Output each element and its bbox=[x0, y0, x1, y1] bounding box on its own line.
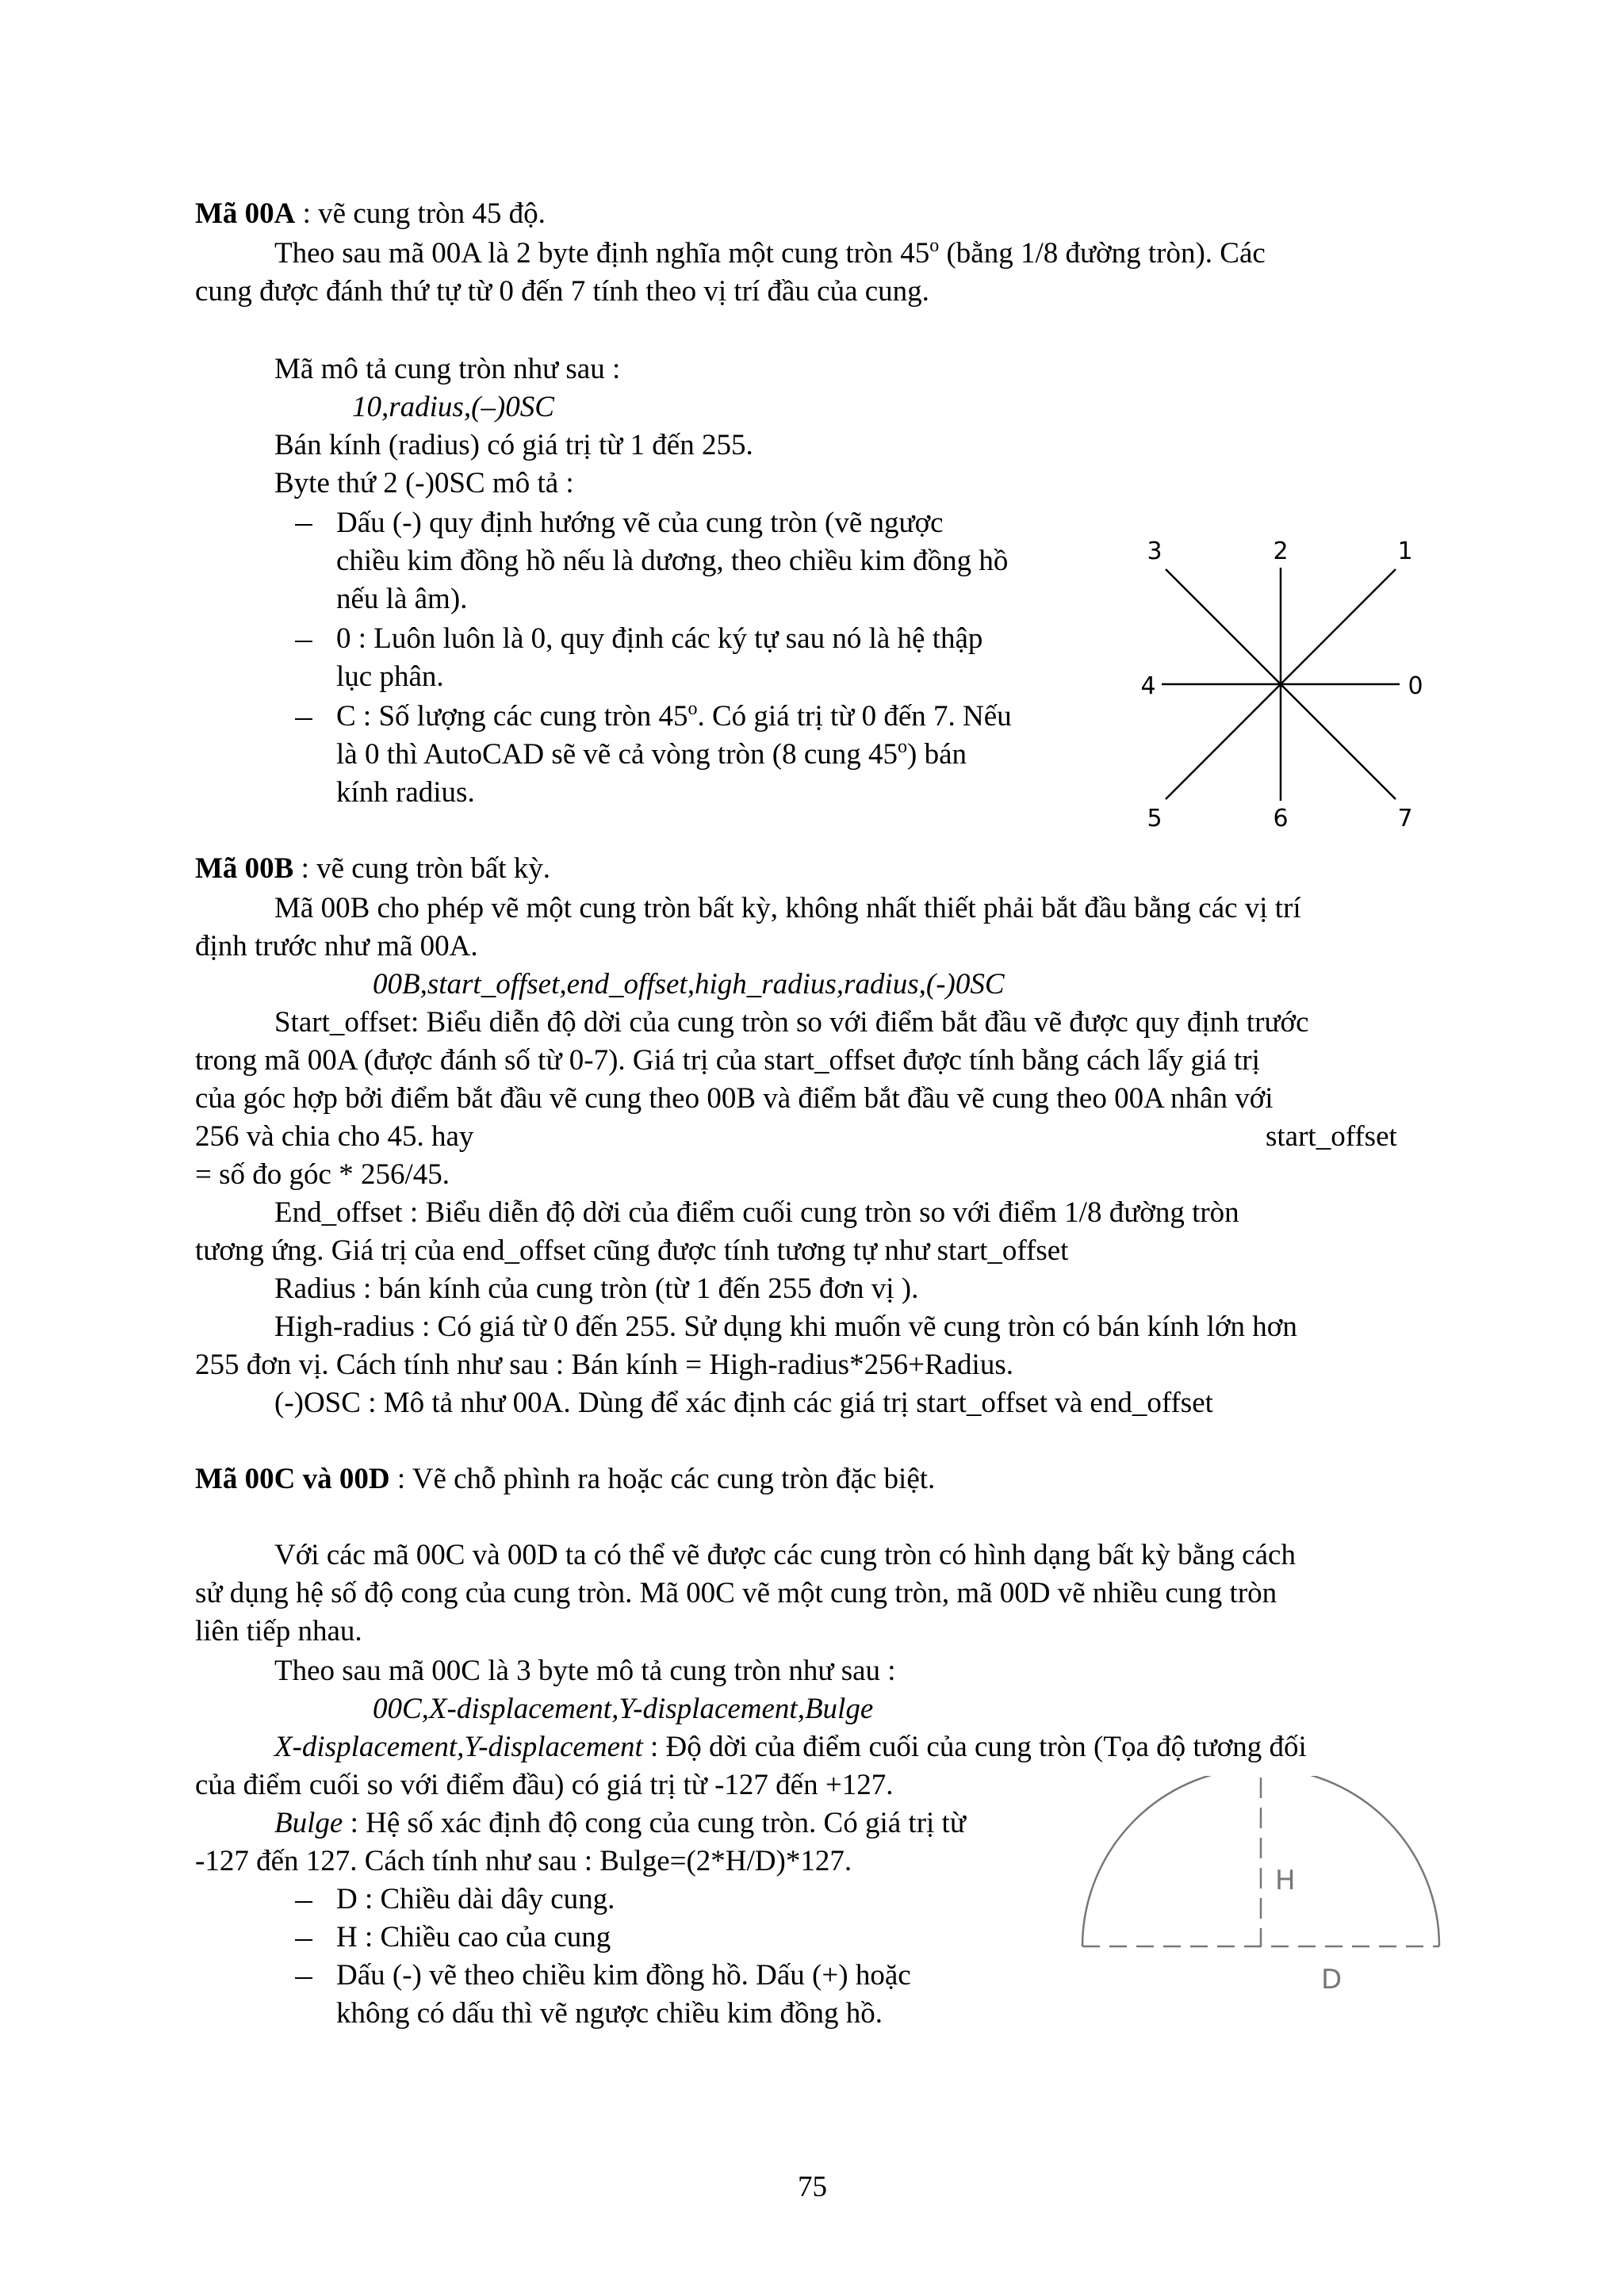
xy-line2: của điểm cuối so với điểm đầu) có giá trị từ -127 đến +127. bbox=[195, 1769, 894, 1801]
paragraph-00b-line1: Mã 00B cho phép vẽ một cung tròn bất kỳ, không nhất thiết phải bắt đầu bằng các vị trí bbox=[274, 892, 1301, 924]
heading-00c-text: : Vẽ chỗ phình ra hoặc các cung tròn đặc biệt. bbox=[389, 1463, 936, 1495]
bullet2-line1: 0 : Luôn luôn là 0, quy định các ký tự sau nó là hệ thập bbox=[336, 622, 983, 655]
bullet1-line3: nếu là âm). bbox=[336, 583, 468, 615]
text-segment: là 0 thì AutoCAD sẽ vẽ cả vòng tròn (8 cung 45 bbox=[336, 738, 898, 771]
start-offset-term: start_offset bbox=[1266, 1120, 1397, 1153]
bullet-dash bbox=[295, 1939, 312, 1941]
octant-label-3: 3 bbox=[1147, 538, 1162, 565]
bullet-sign-line1: Dấu (-) vẽ theo chiều kim đồng hồ. Dấu (+) hoặc bbox=[336, 1959, 911, 1992]
heading-00a-code: Mã 00A bbox=[195, 197, 296, 230]
label-h: H bbox=[1275, 1865, 1296, 1896]
bullet3-line1 bbox=[336, 698, 1012, 736]
bullet-dash bbox=[295, 718, 312, 720]
byte2-label: Byte thứ 2 (-)0SC mô tả : bbox=[274, 467, 574, 499]
heading-00c bbox=[195, 1460, 935, 1498]
text-segment: : Hệ số xác định độ cong của cung tròn. Có giá trị từ bbox=[343, 1807, 966, 1839]
syntax-00b: 00B,start_offset,end_offset,high_radius,radius,(-)0SC bbox=[373, 968, 1005, 1001]
bullet-dash bbox=[295, 1901, 312, 1903]
paragraph-00c-bytes: Theo sau mã 00C là 3 byte mô tả cung tròn như sau : bbox=[274, 1655, 896, 1687]
radius-note: Bán kính (radius) có giá trị từ 1 đến 255. bbox=[274, 429, 753, 461]
paragraph-00c-line2: sử dụng hệ số độ cong của cung tròn. Mã 00C vẽ một cung tròn, mã 00D vẽ nhiều cung tròn bbox=[195, 1577, 1277, 1609]
bullet-dash bbox=[295, 1977, 312, 1979]
start-offset-line4: 256 và chia cho 45. hay bbox=[195, 1120, 474, 1153]
text-segment: : Độ dời của điểm cuối của cung tròn (Tọa độ tương đối bbox=[642, 1731, 1307, 1763]
high-radius-line1: High-radius : Có giá từ 0 đến 255. Sử dụng khi muốn vẽ cung tròn có bán kính lớn hơn bbox=[274, 1311, 1297, 1343]
octant-label-4: 4 bbox=[1140, 672, 1156, 700]
heading-00c-code: Mã 00C và 00D bbox=[195, 1463, 390, 1495]
bullet3-line2 bbox=[336, 736, 967, 774]
text-segment: . Có giá trị từ 0 đến 7. Nếu bbox=[697, 700, 1012, 733]
text-segment: C : Số lượng các cung tròn 45 bbox=[336, 700, 688, 733]
xy-line1 bbox=[274, 1728, 1307, 1766]
syntax-00a: 10,radius,(–)0SC bbox=[352, 391, 554, 423]
text-segment: ) bán bbox=[907, 738, 967, 771]
degree-superscript: o bbox=[898, 737, 908, 757]
degree-superscript: o bbox=[929, 235, 940, 256]
degree-superscript: o bbox=[688, 698, 698, 719]
start-offset-line3: của góc hợp bởi điểm bắt đầu vẽ cung theo 00B và điểm bắt đầu vẽ cung theo 00A nhân với bbox=[195, 1082, 1274, 1115]
heading-00a bbox=[195, 195, 546, 233]
paragraph-00a-intro-line1 bbox=[274, 235, 1266, 273]
bullet-dash bbox=[295, 524, 312, 526]
octant-label-2: 2 bbox=[1273, 538, 1289, 565]
octant-label-7: 7 bbox=[1397, 805, 1413, 832]
bullet1-line2: chiều kim đồng hồ nếu là dương, theo chiều kim đồng hồ bbox=[336, 545, 1009, 577]
octant-label-6: 6 bbox=[1273, 805, 1289, 832]
bullet-h: H : Chiều cao của cung bbox=[336, 1921, 611, 1954]
end-offset-line2: tương ứng. Giá trị của end_offset cũng được tính tương tự như start_offset bbox=[195, 1234, 1069, 1267]
bullet3-line3: kính radius. bbox=[336, 776, 475, 809]
xy-term: X-displacement,Y-displacement bbox=[274, 1731, 643, 1763]
heading-00b-text: : vẽ cung tròn bất kỳ. bbox=[293, 852, 551, 885]
text-segment: (bằng 1/8 đường tròn). Các bbox=[939, 237, 1266, 270]
label-d: D bbox=[1321, 1964, 1342, 1996]
octant-lines bbox=[1162, 568, 1400, 801]
bulge-line1 bbox=[274, 1804, 966, 1843]
octant-label-0: 0 bbox=[1408, 672, 1423, 700]
start-offset-formula: = số đo góc * 256/45. bbox=[195, 1158, 450, 1191]
desc-label: Mã mô tả cung tròn như sau : bbox=[274, 353, 621, 385]
heading-00b bbox=[195, 850, 550, 888]
paragraph-00c-line3: liên tiếp nhau. bbox=[195, 1615, 362, 1647]
high-radius-line2: 255 đơn vị. Cách tính như sau : Bán kính = High-radius*256+Radius. bbox=[195, 1349, 1013, 1381]
bullet2-line2: lục phân. bbox=[336, 660, 444, 693]
bullet1-line1: Dấu (-) quy định hướng vẽ của cung tròn (vẽ ngược bbox=[336, 507, 944, 539]
bullet-d: D : Chiều dài dây cung. bbox=[336, 1883, 615, 1915]
paragraph-00b-line2: định trước như mã 00A. bbox=[195, 930, 478, 962]
heading-00b-code: Mã 00B bbox=[195, 852, 294, 885]
start-offset-line2: trong mã 00A (được đánh số từ 0-7). Giá trị của start_offset được tính bằng cách lấy giá trị bbox=[195, 1044, 1260, 1077]
bulge-diagram bbox=[1063, 1776, 1459, 1998]
paragraph-00c-line1: Với các mã 00C và 00D ta có thể vẽ được các cung tròn có hình dạng bất kỳ bằng cách bbox=[274, 1539, 1296, 1571]
text-segment: Theo sau mã 00A là 2 byte định nghĩa một cung tròn 45 bbox=[274, 237, 930, 270]
paragraph-00a-intro-line2: cung được đánh thứ tự từ 0 đến 7 tính theo vị trí đầu của cung. bbox=[195, 275, 929, 308]
bulge-line2: -127 đến 127. Cách tính như sau : Bulge=(2*H/D)*127. bbox=[195, 1845, 852, 1877]
arc-shape bbox=[1082, 1776, 1439, 1946]
start-offset-line1: Start_offset: Biểu diễn độ dời của cung tròn so với điểm bắt đầu vẽ được quy định trước bbox=[274, 1006, 1309, 1039]
heading-00a-text: : vẽ cung tròn 45 độ. bbox=[295, 197, 546, 230]
syntax-00c: 00C,X-displacement,Y-displacement,Bulge bbox=[373, 1693, 874, 1725]
octant-label-1: 1 bbox=[1397, 538, 1413, 565]
octant-diagram bbox=[1126, 523, 1443, 840]
radius-line: Radius : bán kính của cung tròn (từ 1 đến 255 đơn vị ). bbox=[274, 1272, 919, 1305]
osc-line: (-)OSC : Mô tả như 00A. Dùng để xác định các giá trị start_offset và end_offset bbox=[274, 1387, 1213, 1419]
bullet-dash bbox=[295, 641, 312, 642]
end-offset-line1: End_offset : Biểu diễn độ dời của điểm cuối cung tròn so với điểm 1/8 đường tròn bbox=[274, 1196, 1239, 1229]
page-number: 75 bbox=[798, 2171, 827, 2203]
octant-label-5: 5 bbox=[1147, 805, 1162, 832]
bulge-term: Bulge bbox=[274, 1807, 343, 1839]
bullet-sign-line2: không có dấu thì vẽ ngược chiều kim đồng hồ. bbox=[336, 1997, 883, 2030]
